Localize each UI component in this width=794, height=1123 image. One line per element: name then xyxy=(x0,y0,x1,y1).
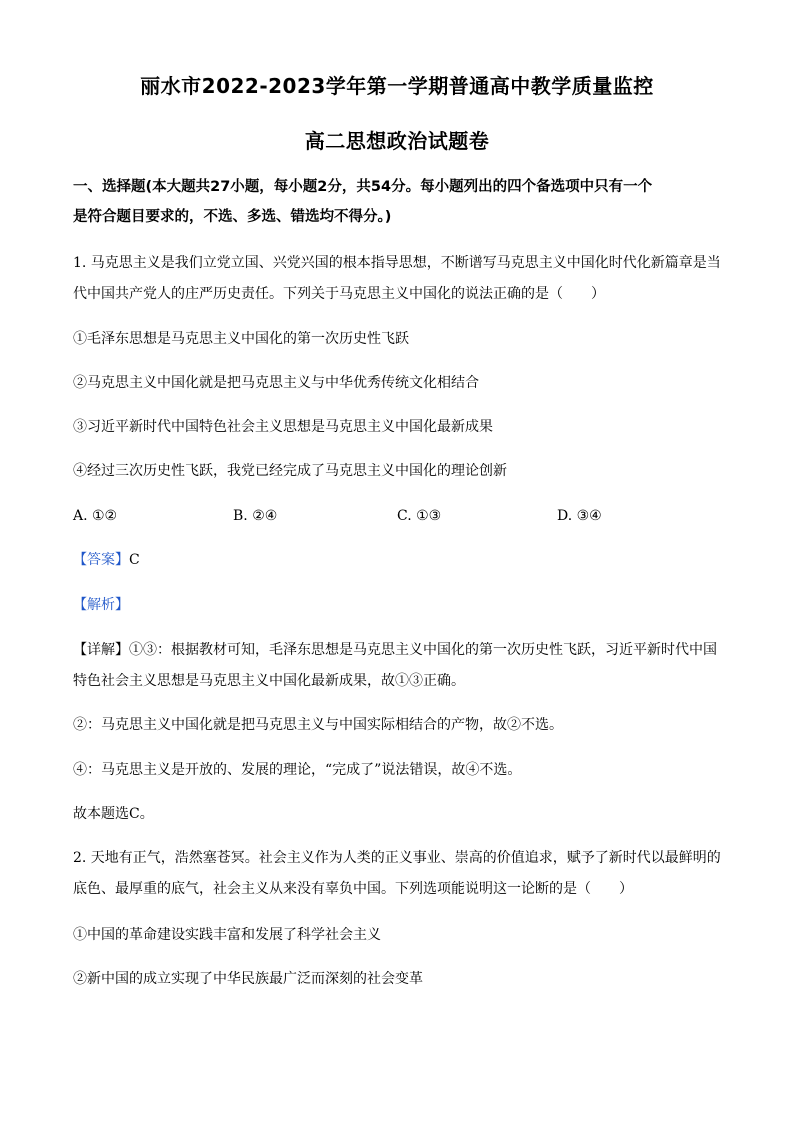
q2-stem-line-2: 底色、最厚重的底气，社会主义从来没有辜负中国。下列选项能说明这一论断的是（ ） xyxy=(73,881,633,897)
q1-item-3: ③习近平新时代中国特色社会主义思想是马克思主义中国化最新成果 xyxy=(73,419,493,435)
q1-item-1: ①毛泽东思想是马克思主义中国化的第一次历史性飞跃 xyxy=(73,331,409,347)
q1-item-2: ②马克思主义中国化就是把马克思主义与中华优秀传统文化相结合 xyxy=(73,375,479,391)
section-heading-line-2: 是符合题目要求的，不选、多选、错选均不得分。) xyxy=(73,209,392,225)
q2-item-1: ①中国的革命建设实践丰富和发展了科学社会主义 xyxy=(73,927,381,943)
exam-subtitle: 高二思想政治试题卷 xyxy=(304,129,490,153)
q1-detail-line-2: 特色社会主义思想是马克思主义中国化最新成果，故①③正确。 xyxy=(73,673,465,689)
q2-stem-line-1: 2. 天地有正气，浩然塞苍冥。社会主义作为人类的正义事业、崇高的价值追求，赋予了新时代以最鲜明的 xyxy=(73,850,721,866)
analysis-tag: 【解析】 xyxy=(73,597,129,613)
q1-item-4: ④经过三次历史性飞跃，我党已经完成了马克思主义中国化的理论创新 xyxy=(73,463,507,479)
q1-option-b: B. ②④ xyxy=(233,508,278,524)
q1-option-d: D. ③④ xyxy=(557,508,602,524)
q1-analysis xyxy=(73,596,723,614)
detail-tag: 【详解】 xyxy=(73,642,129,658)
q2-item-2: ②新中国的成立实现了中华民族最广泛而深刻的社会变革 xyxy=(73,971,423,987)
q1-option-a: A. ①② xyxy=(73,508,118,524)
q1-stem-line-1: 1. 马克思主义是我们立党立国、兴党兴国的根本指导思想，不断谱写马克思主义中国化时代化新篇章是当 xyxy=(73,255,721,271)
exam-title: 丽水市2022-2023学年第一学期普通高中教学质量监控 xyxy=(140,74,654,98)
answer-value: C xyxy=(129,552,140,568)
q1-conclusion: 故本题选C。 xyxy=(73,806,154,822)
q1-stem-line-2: 代中国共产党人的庄严历史责任。下列关于马克思主义中国化的说法正确的是（ ） xyxy=(73,286,605,302)
detail-text-1: ①③：根据教材可知，毛泽东思想是马克思主义中国化的第一次历史性飞跃，习近平新时代中国 xyxy=(129,642,717,658)
section-heading-line-1: 一、选择题(本大题共27小题，每小题2分，共54分。每小题列出的四个备选项中只有一个 xyxy=(73,179,653,195)
q1-option-c: C. ①③ xyxy=(397,508,442,524)
q1-detail-line-1 xyxy=(73,641,723,659)
q1-detail-line-4: ④：马克思主义是开放的、发展的理论，“完成了”说法错误，故④不选。 xyxy=(73,762,522,778)
q1-answer xyxy=(73,551,723,569)
q1-detail-line-3: ②：马克思主义中国化就是把马克思主义与中国实际相结合的产物，故②不选。 xyxy=(73,717,563,733)
answer-tag: 【答案】 xyxy=(73,552,129,568)
